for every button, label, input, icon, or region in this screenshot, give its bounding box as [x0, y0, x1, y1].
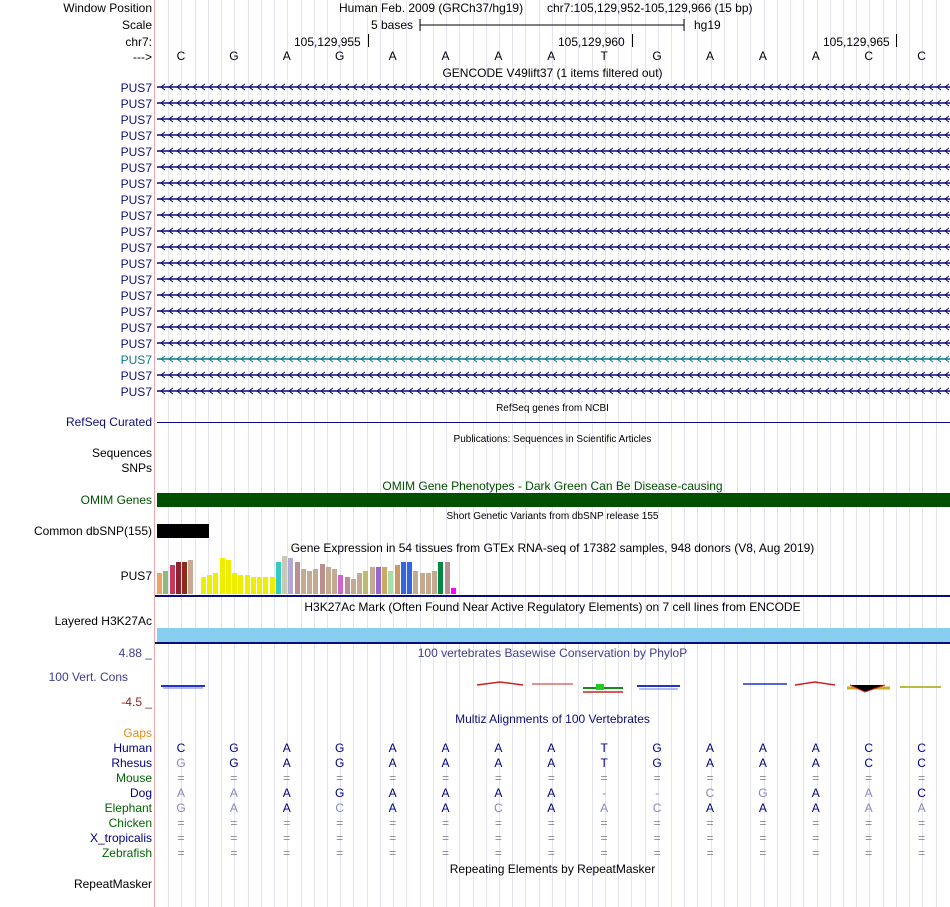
gtex-tissue-bar[interactable] — [451, 588, 456, 594]
multiz-base: A — [705, 741, 714, 755]
h3k27ac-signal-bar[interactable] — [157, 628, 950, 642]
base-letter: A — [494, 49, 503, 63]
multiz-base: A — [494, 756, 503, 770]
multiz-species-label[interactable]: Elephant — [104, 801, 152, 815]
multiz-base: C — [864, 741, 874, 755]
multiz-base: = — [336, 771, 344, 785]
multiz-base: G — [176, 801, 186, 815]
multiz-base: A — [811, 801, 820, 815]
multiz-base: = — [547, 831, 555, 845]
multiz-species-label[interactable]: Zebrafish — [101, 846, 152, 860]
base-letter: A — [547, 49, 556, 63]
gencode-transcript-row[interactable] — [0, 129, 950, 143]
gtex-tissue-bar[interactable] — [307, 571, 312, 594]
multiz-base: G — [335, 786, 345, 800]
gtex-tissue-bar[interactable] — [376, 567, 381, 594]
multiz-species-label[interactable]: Rhesus — [111, 756, 152, 770]
multiz-base: = — [547, 846, 555, 860]
base-letter: G — [335, 49, 345, 63]
multiz-base: = — [283, 816, 291, 830]
multiz-base: = — [336, 846, 344, 860]
scale-label: Scale — [121, 18, 152, 32]
multiz-base: = — [653, 846, 661, 860]
coord-1: 105,129,955 — [294, 35, 361, 49]
multiz-base: A — [282, 756, 291, 770]
multiz-base: - — [655, 786, 660, 800]
gencode-transcript-row[interactable] — [0, 225, 950, 239]
gencode-transcript-row[interactable] — [0, 257, 950, 271]
multiz-base: = — [759, 846, 767, 860]
multiz-species-label[interactable]: X_tropicalis — [89, 831, 152, 845]
gtex-tissue-bar[interactable] — [338, 575, 343, 594]
multiz-base: = — [918, 816, 926, 830]
gtex-tissue-bar[interactable] — [426, 573, 431, 594]
coord-3: 105,129,965 — [823, 35, 890, 49]
multiz-base: = — [230, 771, 238, 785]
gencode-gene-label[interactable]: PUS7 — [120, 113, 152, 127]
multiz-base: A — [282, 741, 291, 755]
multiz-base: A — [229, 801, 238, 815]
multiz-base: A — [705, 801, 714, 815]
gtex-tissue-bar[interactable] — [395, 565, 400, 594]
gtex-tissue-bar[interactable] — [276, 562, 281, 594]
multiz-base: = — [441, 831, 449, 845]
gencode-transcript-row[interactable] — [0, 321, 950, 335]
gtex-tissue-bar[interactable] — [238, 575, 243, 594]
multiz-base: = — [706, 771, 714, 785]
multiz-base: = — [389, 771, 397, 785]
gtex-label[interactable]: PUS7 — [120, 569, 152, 583]
multiz-base: A — [176, 786, 185, 800]
multiz-base: A — [547, 786, 556, 800]
gencode-gene-label[interactable]: PUS7 — [120, 257, 152, 271]
multiz-species-label[interactable]: Human — [113, 741, 152, 755]
multiz-base: A — [229, 786, 238, 800]
multiz-base: G — [176, 756, 186, 770]
gencode-transcript-row[interactable] — [0, 145, 950, 159]
dbsnp-label[interactable]: Common dbSNP(155) — [33, 524, 152, 538]
multiz-base: = — [230, 816, 238, 830]
gtex-tissue-bar[interactable] — [301, 569, 306, 594]
gtex-tissue-bar[interactable] — [357, 573, 362, 594]
snps-label[interactable]: SNPs — [121, 461, 152, 475]
multiz-base: = — [494, 846, 502, 860]
multiz-base: = — [812, 846, 820, 860]
base-letter: C — [917, 49, 926, 63]
multiz-base: = — [653, 771, 661, 785]
gtex-tissue-bar[interactable] — [370, 567, 375, 594]
multiz-base: C — [917, 741, 926, 755]
conservation-title[interactable]: 100 vertebrates Basewise Conservation by PhyloP — [417, 646, 688, 660]
multiz-base: A — [282, 801, 291, 815]
gencode-transcript-row[interactable] — [0, 177, 950, 191]
multiz-base: A — [811, 786, 820, 800]
multiz-base: = — [283, 771, 291, 785]
base-letter: A — [441, 49, 450, 63]
db-text: hg19 — [694, 18, 721, 32]
multiz-base: G — [229, 741, 239, 755]
gtex-tissue-bar[interactable] — [432, 571, 437, 594]
gencode-transcript-row[interactable] — [0, 305, 950, 319]
gtex-tissue-bar[interactable] — [407, 562, 412, 594]
multiz-base: A — [705, 756, 714, 770]
gtex-tissue-bar[interactable] — [157, 573, 162, 594]
multiz-species-label[interactable]: Mouse — [115, 771, 152, 785]
gencode-transcript-row[interactable] — [0, 161, 950, 175]
gtex-title[interactable]: Gene Expression in 54 tissues from GTEx RNA-seq of 17382 samples, 948 donors (V8, Aug 2019) — [290, 541, 815, 555]
gtex-tissue-bar[interactable] — [295, 562, 300, 594]
multiz-base: = — [653, 816, 661, 830]
multiz-base: = — [177, 831, 185, 845]
gtex-tissue-bar[interactable] — [170, 565, 175, 594]
multiz-base: C — [917, 786, 926, 800]
multiz-base: A — [758, 801, 767, 815]
gencode-transcript-row[interactable] — [0, 97, 950, 111]
multiz-species-label[interactable]: Chicken — [108, 816, 152, 830]
window-position-label: Window Position — [63, 1, 152, 15]
multiz-base: C — [335, 801, 345, 815]
multiz-base: A — [388, 756, 397, 770]
multiz-base: C — [176, 741, 186, 755]
gencode-gene-label[interactable]: PUS7 — [120, 225, 152, 239]
multiz-base: = — [494, 831, 502, 845]
gtex-tissue-bar[interactable] — [201, 577, 206, 594]
multiz-base: = — [706, 846, 714, 860]
h3k27ac-title[interactable]: H3K27Ac Mark (Often Found Near Active Regulatory Elements) on 7 cell lines from ENCODE — [304, 600, 801, 614]
gtex-tissue-bar[interactable] — [363, 571, 368, 594]
multiz-base: = — [177, 771, 185, 785]
gtex-tissue-bar[interactable] — [207, 575, 212, 594]
h3k27ac-label[interactable]: Layered H3K27Ac — [54, 614, 152, 628]
gtex-tissue-bar[interactable] — [213, 573, 218, 594]
multiz-base: T — [600, 741, 608, 755]
multiz-base: = — [653, 831, 661, 845]
multiz-base: = — [230, 831, 238, 845]
gencode-gene-label[interactable]: PUS7 — [120, 241, 152, 255]
multiz-base: = — [759, 831, 767, 845]
gencode-gene-label[interactable]: PUS7 — [120, 273, 152, 287]
gencode-transcript-row[interactable] — [0, 81, 950, 95]
multiz-title[interactable]: Multiz Alignments of 100 Vertebrates — [455, 712, 650, 726]
multiz-base: = — [283, 846, 291, 860]
multiz-base: = — [389, 846, 397, 860]
multiz-base: A — [547, 801, 556, 815]
multiz-base: G — [335, 741, 345, 755]
gencode-transcript-row[interactable] — [0, 193, 950, 207]
refseq-label[interactable]: RefSeq Curated — [65, 415, 152, 429]
gtex-bar-chart[interactable] — [157, 556, 557, 594]
gtex-tissue-bar[interactable] — [182, 562, 187, 594]
multiz-base: A — [441, 756, 450, 770]
gtex-tissue-bar[interactable] — [263, 577, 268, 594]
assembly-text[interactable]: Human Feb. 2009 (GRCh37/hg19) — [339, 1, 524, 15]
omim-label[interactable]: OMIM Genes — [80, 493, 152, 507]
publications-title[interactable]: Publications: Sequences in Scientific Articles — [453, 434, 652, 445]
multiz-base: A — [441, 741, 450, 755]
conservation-ymin: -4.5 _ — [121, 695, 152, 709]
gtex-tissue-bar[interactable] — [288, 558, 293, 594]
repeatmasker-label[interactable]: RepeatMasker — [73, 877, 152, 891]
scale-text: 5 bases — [371, 18, 414, 32]
conservation-ymax: 4.88 _ — [118, 646, 152, 660]
gencode-gene-label[interactable]: PUS7 — [120, 353, 152, 367]
multiz-base: C — [864, 756, 874, 770]
gencode-gene-label[interactable]: PUS7 — [120, 129, 152, 143]
multiz-base: A — [600, 801, 609, 815]
gencode-transcript-row[interactable] — [0, 289, 950, 303]
gencode-transcript-row[interactable] — [0, 209, 950, 223]
gencode-gene-label[interactable]: PUS7 — [120, 145, 152, 159]
multiz-base: A — [494, 786, 503, 800]
multiz-base: A — [547, 756, 556, 770]
gtex-divider — [155, 595, 950, 597]
gencode-transcript-row[interactable] — [0, 241, 950, 255]
scale-bar — [419, 17, 687, 33]
strand-label: ---> — [133, 50, 152, 64]
gtex-tissue-bar[interactable] — [413, 571, 418, 594]
multiz-base: A — [758, 756, 767, 770]
multiz-base: A — [441, 786, 450, 800]
gtex-tissue-bar[interactable] — [445, 562, 450, 594]
multiz-base: A — [547, 741, 556, 755]
coord-2: 105,129,960 — [558, 35, 625, 49]
multiz-base: A — [388, 801, 397, 815]
gencode-gene-label[interactable]: PUS7 — [120, 337, 152, 351]
multiz-base: A — [388, 786, 397, 800]
gencode-title[interactable]: GENCODE V49lift37 (1 items filtered out) — [442, 66, 663, 80]
base-letter: A — [811, 49, 820, 63]
base-letter: G — [652, 49, 662, 63]
multiz-base: = — [494, 816, 502, 830]
omim-title[interactable]: OMIM Gene Phenotypes - Dark Green Can Be Disease-causing — [382, 479, 723, 493]
gencode-transcript-row[interactable] — [0, 385, 950, 399]
multiz-base: C — [494, 801, 503, 815]
multiz-base: = — [865, 831, 873, 845]
multiz-base: = — [441, 771, 449, 785]
multiz-base: = — [865, 846, 873, 860]
base-letter: G — [229, 49, 239, 63]
multiz-base: = — [918, 831, 926, 845]
gtex-tissue-bar[interactable] — [245, 575, 250, 594]
multiz-base: A — [864, 801, 873, 815]
gencode-gene-label[interactable]: PUS7 — [120, 161, 152, 175]
multiz-base: A — [811, 741, 820, 755]
gaps-label[interactable]: Gaps — [123, 726, 152, 740]
base-letter: A — [282, 49, 291, 63]
gencode-gene-label[interactable]: PUS7 — [120, 305, 152, 319]
multiz-base: A — [494, 741, 503, 755]
gtex-tissue-bar[interactable] — [270, 577, 275, 594]
multiz-species-label[interactable]: Dog — [129, 786, 152, 800]
base-letter: C — [176, 49, 186, 63]
multiz-base: C — [705, 786, 715, 800]
multiz-base: = — [918, 771, 926, 785]
gencode-gene-label[interactable]: PUS7 — [120, 177, 152, 191]
base-letter: A — [388, 49, 397, 63]
dbsnp-feature[interactable] — [157, 524, 209, 538]
gencode-transcript-row[interactable] — [0, 369, 950, 383]
multiz-base: G — [229, 756, 239, 770]
multiz-base: = — [706, 816, 714, 830]
gtex-tissue-bar[interactable] — [438, 562, 443, 594]
gencode-transcript-row[interactable] — [0, 337, 950, 351]
multiz-base: C — [652, 801, 662, 815]
gtex-tissue-bar[interactable] — [420, 573, 425, 594]
gtex-tissue-bar[interactable] — [220, 558, 225, 594]
gtex-tissue-bar[interactable] — [176, 562, 181, 594]
multiz-base: = — [230, 846, 238, 860]
base-letter: A — [705, 49, 714, 63]
multiz-base: = — [706, 831, 714, 845]
gencode-transcript-row[interactable] — [0, 273, 950, 287]
multiz-base: = — [812, 771, 820, 785]
gencode-gene-label[interactable]: PUS7 — [120, 385, 152, 399]
gencode-gene-label[interactable]: PUS7 — [120, 97, 152, 111]
position-text[interactable]: chr7:105,129,952-105,129,966 (15 bp) — [547, 1, 753, 15]
gtex-tissue-bar[interactable] — [388, 571, 393, 594]
multiz-base: C — [917, 756, 926, 770]
multiz-base: A — [758, 741, 767, 755]
multiz-base: G — [652, 756, 662, 770]
multiz-base: A — [282, 786, 291, 800]
multiz-base: - — [602, 786, 607, 800]
coord-ticks — [0, 32, 950, 48]
gtex-tissue-bar[interactable] — [382, 567, 387, 594]
multiz-base: = — [600, 816, 608, 830]
base-letter: T — [600, 49, 608, 63]
multiz-base: = — [283, 831, 291, 845]
gtex-tissue-bar[interactable] — [332, 569, 337, 594]
gtex-tissue-bar[interactable] — [251, 577, 256, 594]
multiz-base: = — [336, 831, 344, 845]
gtex-tissue-bar[interactable] — [163, 571, 168, 594]
gtex-tissue-bar[interactable] — [320, 564, 325, 594]
gtex-tissue-bar[interactable] — [313, 569, 318, 594]
refseq-gene-line[interactable] — [157, 422, 950, 423]
multiz-base: G — [335, 756, 345, 770]
multiz-base: G — [758, 786, 768, 800]
gencode-gene-label[interactable]: PUS7 — [120, 209, 152, 223]
dbsnp-title[interactable]: Short Genetic Variants from dbSNP release 155 — [446, 511, 659, 522]
multiz-base: = — [547, 771, 555, 785]
multiz-base: G — [652, 741, 662, 755]
publications-label[interactable]: Sequences — [91, 446, 152, 460]
gtex-tissue-bar[interactable] — [232, 573, 237, 594]
refseq-title[interactable]: RefSeq genes from NCBI — [496, 403, 609, 414]
gtex-tissue-bar[interactable] — [326, 567, 331, 594]
gtex-tissue-bar[interactable] — [345, 577, 350, 594]
gencode-gene-label[interactable]: PUS7 — [120, 81, 152, 95]
base-letter: A — [758, 49, 767, 63]
gtex-tissue-bar[interactable] — [257, 577, 262, 594]
multiz-base: = — [812, 831, 820, 845]
gtex-tissue-bar[interactable] — [226, 560, 231, 594]
omim-feature-bar[interactable] — [157, 493, 950, 507]
multiz-base: = — [759, 816, 767, 830]
gencode-transcript-row[interactable] — [0, 353, 950, 367]
multiz-base: = — [759, 771, 767, 785]
multiz-base: = — [865, 771, 873, 785]
gtex-tissue-bar[interactable] — [351, 579, 356, 594]
multiz-base: = — [389, 816, 397, 830]
gtex-tissue-bar[interactable] — [188, 560, 193, 594]
base-letter: C — [864, 49, 874, 63]
gencode-gene-label[interactable]: PUS7 — [120, 369, 152, 383]
multiz-base: = — [547, 816, 555, 830]
multiz-base: = — [494, 771, 502, 785]
multiz-base: = — [812, 816, 820, 830]
chrom-label: chr7: — [125, 35, 152, 49]
gtex-tissue-bar[interactable] — [282, 556, 287, 594]
multiz-base: = — [600, 771, 608, 785]
repeatmasker-title[interactable]: Repeating Elements by RepeatMasker — [449, 862, 656, 876]
gencode-gene-label[interactable]: PUS7 — [120, 193, 152, 207]
multiz-base: = — [600, 846, 608, 860]
gencode-gene-label[interactable]: PUS7 — [120, 321, 152, 335]
multiz-base: A — [811, 756, 820, 770]
h3k27ac-baseline — [155, 642, 950, 644]
gencode-transcript-row[interactable] — [0, 113, 950, 127]
multiz-base: = — [177, 816, 185, 830]
gencode-gene-label[interactable]: PUS7 — [120, 289, 152, 303]
multiz-base: A — [388, 741, 397, 755]
conservation-plot[interactable] — [155, 676, 950, 700]
multiz-base: = — [918, 846, 926, 860]
multiz-base: = — [336, 816, 344, 830]
multiz-base: A — [441, 801, 450, 815]
multiz-base: = — [177, 846, 185, 860]
multiz-base: = — [600, 831, 608, 845]
multiz-base: = — [389, 831, 397, 845]
multiz-base: A — [917, 801, 926, 815]
multiz-base: A — [864, 786, 873, 800]
conservation-label[interactable]: 100 Vert. Cons — [48, 670, 128, 684]
multiz-base: T — [600, 756, 608, 770]
gtex-tissue-bar[interactable] — [401, 562, 406, 594]
multiz-base: = — [441, 816, 449, 830]
multiz-base: = — [865, 816, 873, 830]
multiz-base: = — [441, 846, 449, 860]
